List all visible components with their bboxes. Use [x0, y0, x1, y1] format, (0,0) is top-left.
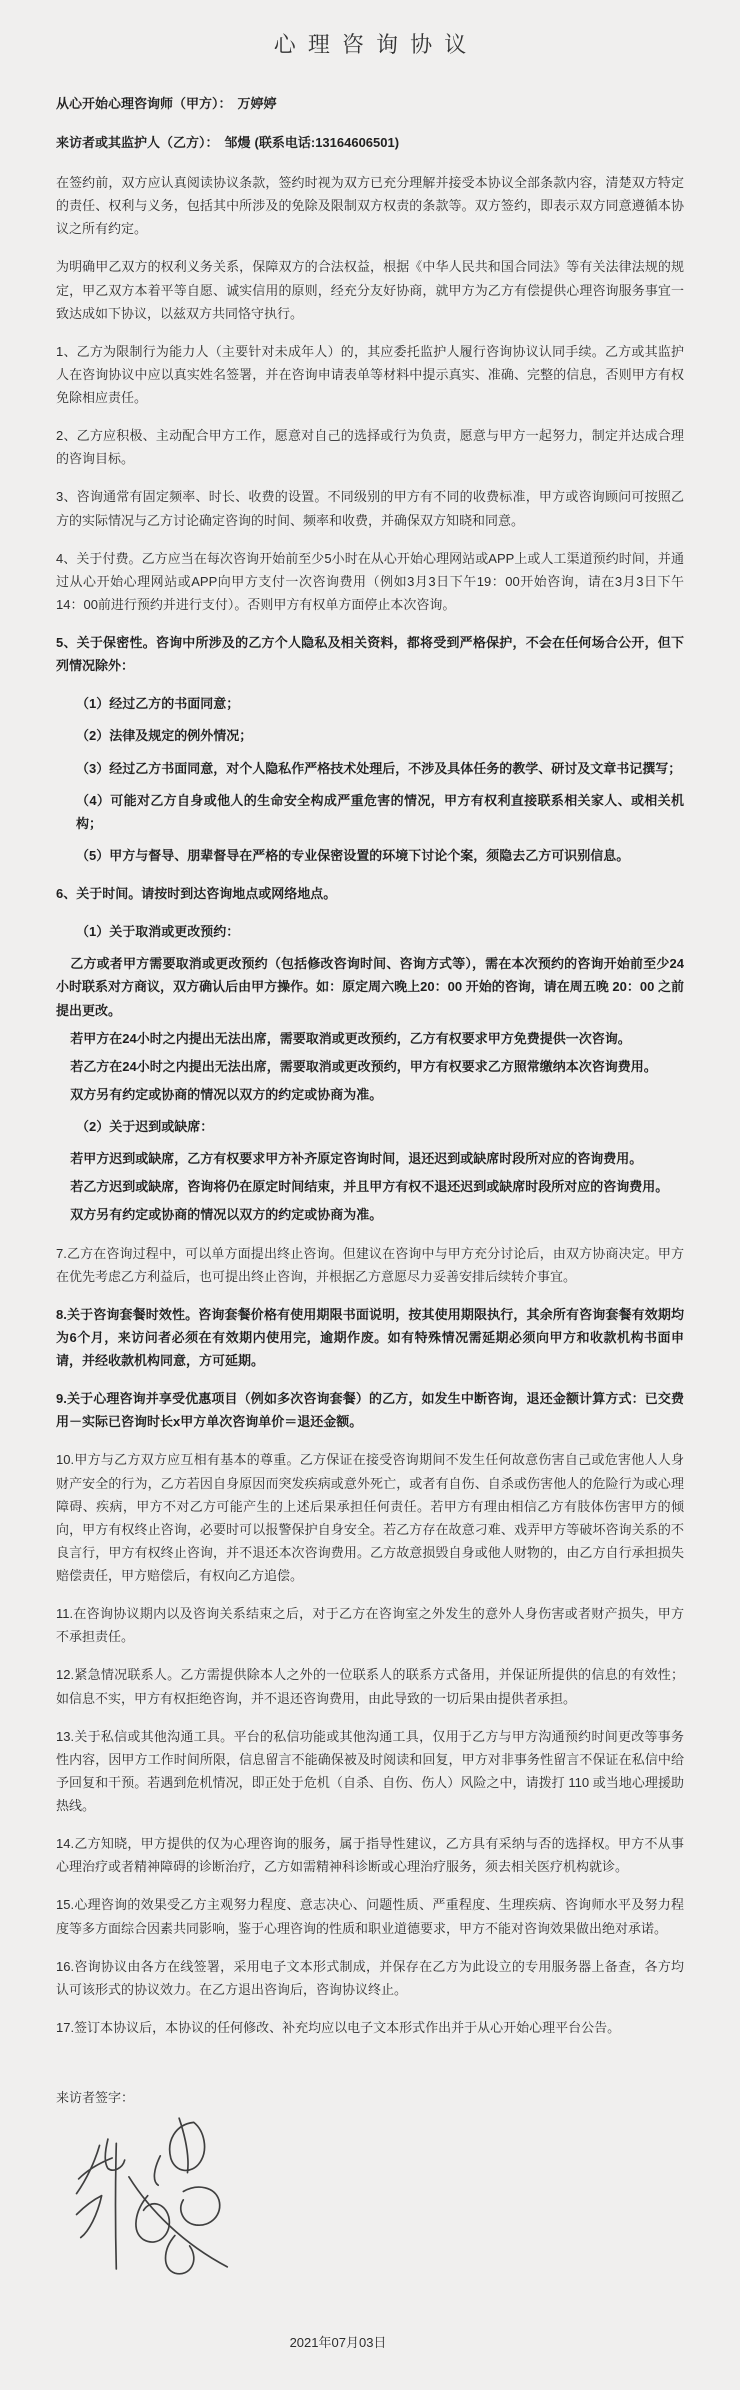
visitor-signature-label: 来访者签字： [56, 2090, 135, 2105]
clause-5-sub-1: （1）经过乙方的书面同意； [76, 696, 240, 712]
clause-15: 15.心理咨询的效果受乙方主观努力程度、意志决心、问题性质、严重程度、生理疾病、咨询师水平及努力程度等多方面综合因素共同影响，鉴于心理咨询的性质和职业道德要求，甲方不能对咨询效果做出绝对承诺。 [56, 1897, 684, 1936]
signature-strokes [64, 2114, 244, 2292]
clause-6-sub-2-body-3: 双方另有约定或协商的情况以双方的约定或协商为准。 [70, 1207, 383, 1223]
party-a-name: 万婷婷 [237, 96, 277, 111]
clause-5-sub-5: （5）甲方与督导、朋辈督导在严格的专业保密设置的环境下讨论个案，须隐去乙方可识别信息。 [76, 847, 630, 863]
clause-17: 17.签订本协议后，本协议的任何修改、补充均应以电子文本形式作出并于从心开始心理平台公告。 [56, 2019, 621, 2035]
clause-3: 3、咨询通常有固定频率、时长、收费的设置。不同级别的甲方有不同的收费标准，甲方或咨询顾问可按照乙方的实际情况与乙方讨论确定咨询的时间、频率和收费，并确保双方知晓和同意。 [56, 489, 684, 528]
party-a-label: 从心开始心理咨询师（甲方）： [56, 96, 232, 111]
preamble-paragraph-2: 为明确甲乙双方的权利义务关系，保障双方的合法权益，根据《中华人民共和国合同法》等有关法律法规的规定，甲乙双方本着平等自愿、诚实信用的原则，经充分友好协商，就甲方为乙方有偿提供心理咨询服务事宜一致达成如下协议，以兹双方共同恪守执行。 [56, 259, 684, 321]
clause-6-sub-2-heading: （2）关于迟到或缺席： [76, 1119, 214, 1134]
clause-14: 14.乙方知晓，甲方提供的仅为心理咨询的服务，属于指导性建议，乙方具有采纳与否的选择权。甲方不从事心理治疗或者精神障碍的诊断治疗，乙方如需精神科诊断或心理治疗服务，须去相关医疗机构就诊。 [56, 1836, 684, 1875]
party-b-name: 邹熳 [224, 135, 251, 150]
clause-2: 2、乙方应积极、主动配合甲方工作，愿意对自己的选择或行为负责，愿意与甲方一起努力，制定并达成合理的咨询目标。 [56, 428, 684, 467]
clause-6-sub-2-body-2: 若乙方迟到或缺席，咨询将仍在原定时间结束，并且甲方有权不退还迟到或缺席时段所对应的咨询费用。 [70, 1179, 669, 1195]
page-title: 心理咨询协议 [273, 32, 479, 57]
clause-16: 16.咨询协议由各方在线签署，采用电子文本形式制成，并保存在乙方为此设立的专用服务器上备查，各方均认可该形式的协议效力。在乙方退出咨询后，咨询协议终止。 [56, 1958, 684, 1997]
party-b-label: 来访者或其监护人（乙方）： [56, 135, 219, 150]
clause-9: 9.关于心理咨询并享受优惠项目（例如多次咨询套餐）的乙方，如发生中断咨询，退还金额计算方式：已交费用－实际已咨询时长x甲方单次咨询单价＝退还金额。 [56, 1391, 684, 1430]
party-b-phone: (联系电话:13164606501) [254, 135, 400, 150]
clause-5-sub-2: （2）法律及规定的例外情况； [76, 728, 253, 744]
clause-5-sub-4: （4）可能对乙方自身或他人的生命安全构成严重危害的情况，甲方有权利直接联系相关家人、或相关机构； [76, 792, 684, 831]
signature-date: 2021年07月03日 [289, 2335, 387, 2350]
clause-10: 10.甲方与乙方双方应互相有基本的尊重。乙方保证在接受咨询期间不发生任何故意伤害自己或危害他人人身财产安全的行为，乙方若因自身原因而突发疾病或意外死亡，或者有自伤、自杀或伤害他人的危险行为或心理障碍、疾病，甲方不对乙方可能产生的上述后果承担任何责任。若甲方有理由相信乙方有肢体伤害甲方的倾向，甲方有权终止咨询，必要时可以报警保护自身安全。若乙方存在故意刁难、戏弄甲方等破坏咨询关系的不良言行，甲方有权终止咨询，并不退还本次咨询费用。乙方故意损毁自身或他人财物的，由乙方自行承担损失赔偿责任，甲方赔偿后，有权向乙方追偿。 [56, 1452, 684, 1583]
clause-4: 4、关于付费。乙方应当在每次咨询开始前至少5小时在从心开始心理网站或APP上或人工渠道预约时间，并通过从心开始心理网站或APP向甲方支付一次咨询费用（例如3月3日下午19：00开始咨询，请在3月3日下午14：00前进行预约并进行支付）。否则甲方有权单方面停止本次咨询。 [56, 550, 684, 612]
preamble-paragraph-1: 在签约前，双方应认真阅读协议条款，签约时视为双方已充分理解并接受本协议全部条款内容，清楚双方特定的责任、权利与义务，包括其中所涉及的免除及限制双方权责的条款等。双方签约，即表示双方同意遵循本协议之所有约定。 [56, 175, 684, 237]
clause-6-sub-1-heading: （1）关于取消或更改预约： [76, 924, 240, 940]
clause-6-sub-1-body-4: 双方另有约定或协商的情况以双方的约定或协商为准。 [70, 1086, 383, 1102]
clause-6: 6、关于时间。请按时到达咨询地点或网络地点。 [56, 886, 337, 901]
clause-5-sub-3: （3）经过乙方书面同意，对个人隐私作严格技术处理后，不涉及具体任务的教学、研讨及文章书记撰写； [76, 760, 682, 776]
clause-6-sub-1-body-2: 若甲方在24小时之内提出无法出席，需要取消或更改预约，乙方有权要求甲方免费提供一次咨询。 [70, 1030, 631, 1046]
clause-1: 1、乙方为限制行为能力人（主要针对未成年人）的，其应委托监护人履行咨询协议认同手续。乙方或其监护人在咨询协议中应以真实姓名签署，并在咨询申请表单等材料中提示真实、准确、完整的信息，否则甲方有权免除相应责任。 [56, 343, 684, 405]
clause-5: 5、关于保密性。咨询中所涉及的乙方个人隐私及相关资料，都将受到严格保护，不会在任何场合公开，但下列情况除外： [56, 635, 684, 674]
party-a-line [56, 93, 684, 112]
clause-6-sub-2-body-1: 若甲方迟到或缺席，乙方有权要求甲方补齐原定咨询时间，退还迟到或缺席时段所对应的咨询费用。 [70, 1151, 643, 1167]
clause-12: 12.紧急情况联系人。乙方需提供除本人之外的一位联系人的联系方式备用，并保证所提供的信息的有效性；如信息不实，甲方有权拒绝咨询，并不退还咨询费用，由此导致的一切后果由提供者承担。 [56, 1667, 684, 1706]
clause-13: 13.关于私信或其他沟通工具。平台的私信功能或其他沟通工具，仅用于乙方与甲方沟通预约时间更改等事务性内容，因甲方工作时间所限，信息留言不能确保被及时阅读和回复，甲方对非事务性留言不保证在私信中给予回复和干预。若遇到危机情况，即正处于危机（自杀、自伤、伤人）风险之中，请拨打 110 或当地心理援助热线。 [56, 1728, 684, 1813]
clause-7: 7.乙方在咨询过程中，可以单方面提出终止咨询。但建议在咨询中与甲方充分讨论后，由双方协商决定。甲方在优先考虑乙方利益后，也可提出终止咨询，并根据乙方意愿尽力妥善安排后续转介事宜。 [56, 1245, 684, 1284]
clause-6-sub-1-body-3: 若乙方在24小时之内提出无法出席，需要取消或更改预约，甲方有权要求乙方照常缴纳本次咨询费用。 [70, 1058, 657, 1074]
clause-8: 8.关于咨询套餐时效性。咨询套餐价格有使用期限书面说明，按其使用期限执行，其余所有咨询套餐有效期均为6个月，来访问者必须在有效期内使用完，逾期作废。如有特殊情况需延期必须向甲方和收款机构书面申请，并经收款机构同意，方可延期。 [56, 1306, 684, 1368]
clause-11: 11.在咨询协议期内以及咨询关系结束之后，对于乙方在咨询室之外发生的意外人身伤害或者财产损失，甲方不承担责任。 [56, 1606, 684, 1645]
clause-6-sub-1-body-1: 乙方或者甲方需要取消或更改预约（包括修改咨询时间、咨询方式等），需在本次预约的咨询开始前至少24小时联系对方商议，双方确认后由甲方操作。如：原定周六晚上20：00 开始的咨询，请在周五晚 20：00 之前提出更改。 [56, 956, 684, 1018]
party-b-line [56, 132, 684, 151]
signature-image [64, 2114, 244, 2292]
